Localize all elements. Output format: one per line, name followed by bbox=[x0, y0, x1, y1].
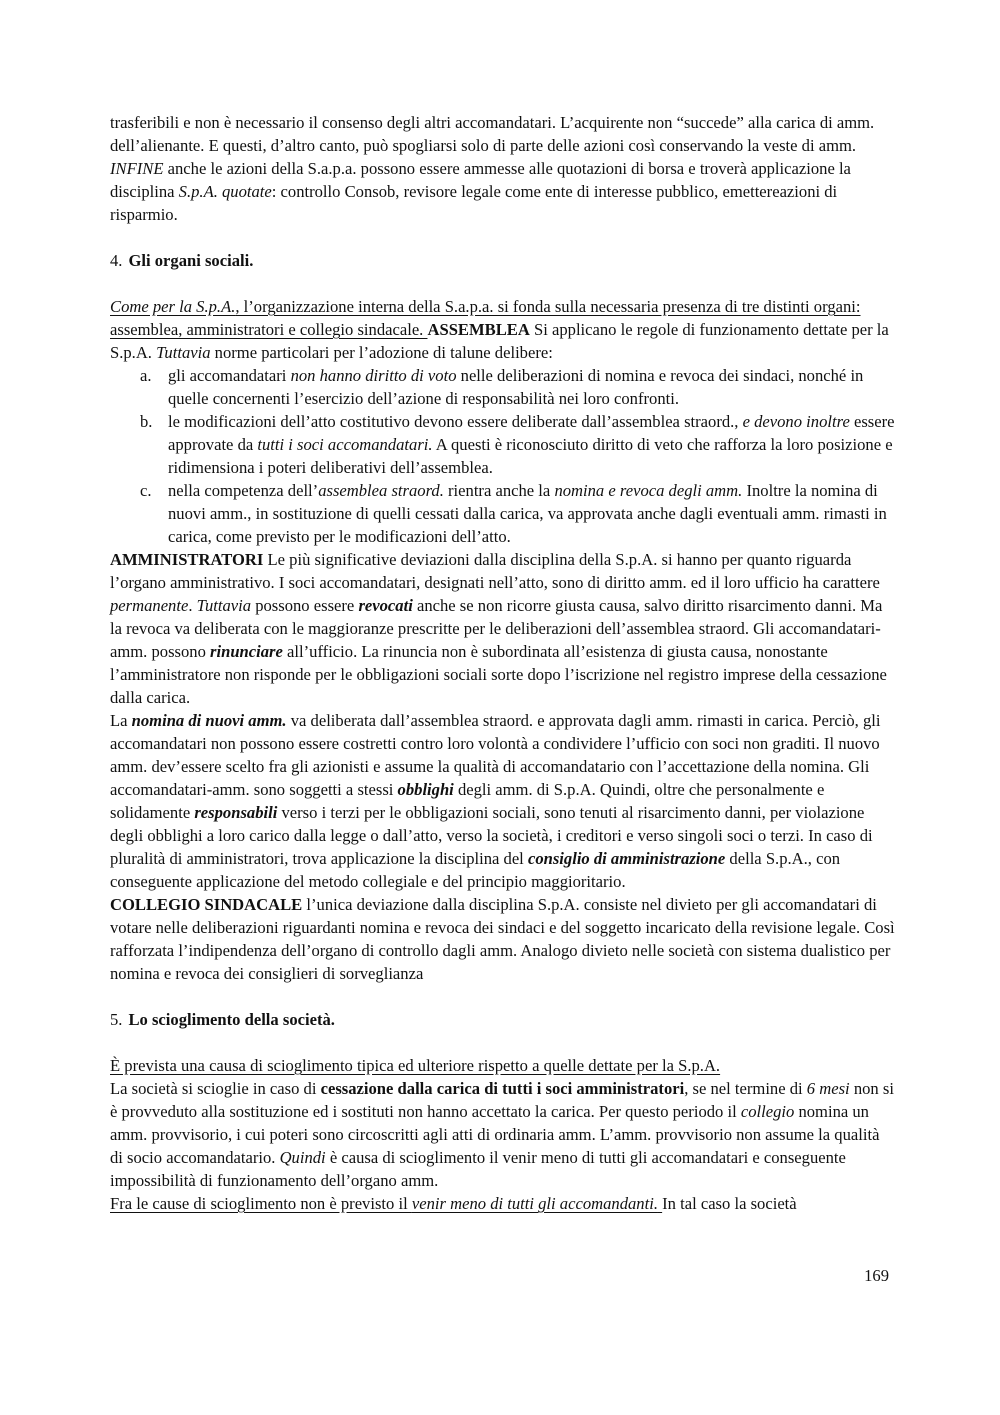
text: . bbox=[188, 596, 197, 615]
text: Inoltre la nomina di nuovi amm., in sostituzione di quelli cessati dalla carica, va approvata anche dagli eventuali amm. rimasti in carica, come previsto per le modificazioni dell’atto. bbox=[168, 481, 887, 546]
text: In tal caso la società bbox=[662, 1194, 797, 1213]
label-assemblea: ASSEMBLEA bbox=[427, 320, 530, 339]
text: trasferibili e non è necessario il consenso degli altri accomandatari. L’acquirente non “succede” alla carica di amm. dell’alienante. E questi, d’altro canto, può spogliarsi solo di parte delle azioni così conservando la veste di amm. bbox=[110, 113, 875, 155]
list-marker: c. bbox=[140, 481, 152, 500]
text: va deliberata dall’assemblea straord. e approvata dagli amm. rimasti in carica. Perciò, gli accomandatari non possono essere costretti contro loro volontà a condividere l’ufficio con soci non graditi. Il nuovo amm. dev’essere scelto fra gli azionisti e assume la qualità di accomandatario con l’accettazione della nomina. Gli accomandatari-amm. sono soggetti a stessi bbox=[110, 711, 881, 799]
text-italic: assemblea straord. bbox=[318, 481, 444, 500]
text: non si è provveduto alla sostituzione ed i sostituti non hanno accettato la carica. Per questo periodo il bbox=[110, 1079, 894, 1121]
underlined-text bbox=[110, 1194, 662, 1213]
section-number: 5. bbox=[110, 1010, 123, 1029]
document-page bbox=[110, 111, 895, 1215]
text: Le più significative deviazioni dalla disciplina della S.p.A. si hanno per quanto riguarda l’organo amministrativo. I soci accomandatari, designati nell’atto, sono di diritto amm. ed il loro ufficio ha carattere bbox=[110, 550, 880, 592]
text: La società si scioglie in caso di bbox=[110, 1079, 321, 1098]
text-italic: tutti i soci accomandatari. bbox=[257, 435, 433, 454]
text-bold-italic: revocati bbox=[358, 596, 413, 615]
underlined-text: È prevista una causa di scioglimento tipica ed ulteriore rispetto a quelle dettate per la S.p.A. bbox=[110, 1056, 721, 1075]
text-italic: 6 mesi bbox=[806, 1079, 850, 1098]
text: A questi è riconosciuto diritto di veto che rafforza la loro posizione e ridimensiona i poteri deliberativi dell’assemblea. bbox=[168, 435, 893, 477]
delibere-list bbox=[110, 364, 895, 548]
list-item bbox=[140, 364, 895, 410]
text: anche se non ricorre giusta causa, salvo diritto risarcimento danni. Ma la revoca va deliberata con le maggioranze prescritte per le deliberazioni dell’assemblea straord. Gli accomandatari-amm. possono bbox=[110, 596, 883, 661]
list-item bbox=[140, 410, 895, 479]
text: all’ufficio. La rinuncia non è subordinata all’esistenza di giusta causa, nonostante l’amministratore non risponde per le obbligazioni sociali sorte dopo l’iscrizione nel registro imprese della cessazione dalla carica. bbox=[110, 642, 887, 707]
section-number: 4. bbox=[110, 251, 123, 270]
text-italic: e devono inoltre bbox=[742, 412, 850, 431]
paragraph-amministratori bbox=[110, 548, 895, 709]
text: le modificazioni dell’atto costitutivo devono essere deliberate dall’assemblea straord., bbox=[168, 412, 743, 431]
list-marker: b. bbox=[140, 412, 153, 431]
text: rientra anche la bbox=[443, 481, 555, 500]
paragraph-scioglimento-cessazione bbox=[110, 1077, 895, 1192]
text: gli accomandatari bbox=[168, 366, 291, 385]
text: , l’organizzazione interna della S.a.p.a. si fonda sulla necessaria presenza di tre distinti organi: assemblea, amministratori e collegio sindacale. bbox=[110, 297, 861, 339]
text-italic: permanente bbox=[110, 596, 189, 615]
text-italic: Tuttavia bbox=[196, 596, 252, 615]
text: essere approvate da bbox=[168, 412, 895, 454]
section-heading-5 bbox=[110, 1008, 895, 1031]
paragraph-collegio-sindacale bbox=[110, 893, 895, 985]
text: norme particolari per l’adozione di talune delibere: bbox=[210, 343, 553, 362]
text: possono essere bbox=[251, 596, 359, 615]
text: Si applicano le regole di funzionamento dettate per la S.p.A. bbox=[110, 320, 889, 362]
text-bold: cessazione dalla carica di tutti i soci amministratori bbox=[320, 1079, 685, 1098]
section-title: Lo scioglimento della società. bbox=[128, 1010, 335, 1029]
text: Fra le cause di scioglimento non è previsto il bbox=[110, 1194, 412, 1213]
text-italic: non hanno diritto di voto bbox=[290, 366, 457, 385]
text-italic: S.p.A. quotate bbox=[178, 182, 272, 201]
text-italic: venir meno di tutti gli accomandanti. bbox=[411, 1194, 658, 1213]
text: della S.p.A., con conseguente applicazione del metodo collegiale e del principio maggioritario. bbox=[110, 849, 841, 891]
text: nomina un amm. provvisorio, i cui poteri sono circoscritti agli atti di ordinaria amm. L’amm. provvisorio non assume la qualità di socio accomandatario. bbox=[110, 1102, 880, 1167]
text: verso i terzi per le obbligazioni sociali, sono tenuti al risarcimento danni, per violazione degli obblighi a loro carico dalla legge o dall’atto, verso la società, i creditori e verso singoli soci o terzi. In caso di pluralità di amministratori, trova applicazione la disciplina del bbox=[110, 803, 873, 868]
text-bold-italic: responsabili bbox=[194, 803, 278, 822]
text: anche le azioni della S.a.p.a. possono essere ammesse alle quotazioni di borsa e troverà applicazione la disciplina bbox=[110, 159, 851, 201]
text-bold-italic: nomina di nuovi amm. bbox=[131, 711, 287, 730]
paragraph-infine bbox=[110, 157, 895, 226]
text-bold-italic: consiglio di amministrazione bbox=[527, 849, 726, 868]
section-heading-4 bbox=[110, 249, 895, 272]
text-bold-italic: obblighi bbox=[397, 780, 454, 799]
text: nella competenza dell’ bbox=[168, 481, 319, 500]
text: è causa di scioglimento il venir meno di tutti gli accomandatari e conseguente impossibilità di funzionamento dell’organo amm. bbox=[110, 1148, 846, 1190]
paragraph-nomina-nuovi-amm bbox=[110, 709, 895, 893]
text-italic: Come per la S.p.A. bbox=[110, 297, 236, 316]
text: , se nel termine di bbox=[684, 1079, 807, 1098]
section-title: Gli organi sociali. bbox=[128, 251, 254, 270]
text-italic: Tuttavia bbox=[156, 343, 211, 362]
text-italic: INFINE bbox=[110, 159, 164, 178]
text-italic: collegio bbox=[740, 1102, 795, 1121]
text-bold-italic: rinunciare bbox=[210, 642, 283, 661]
page-number: 169 bbox=[864, 1266, 889, 1285]
paragraph-assemblea bbox=[110, 295, 895, 364]
paragraph-azioni-trasferibili bbox=[110, 111, 895, 157]
paragraph-accomandanti bbox=[110, 1192, 895, 1215]
label-collegio-sindacale: COLLEGIO SINDACALE bbox=[110, 895, 303, 914]
text: l’unica deviazione dalla disciplina S.p.A. consiste nel divieto per gli accomandatari di votare nelle deliberazioni riguardanti nomina e revoca dei sindaci e del soggetto incaricato della revisione legale. Così rafforzata l’indipendenza dell’organo di controllo dagli amm. Analogo divieto nelle società con sistema dualistico per nomina e revoca dei consiglieri di sorveglianza bbox=[110, 895, 895, 983]
paragraph-causa-scioglimento bbox=[110, 1054, 895, 1077]
text-italic: Quindi bbox=[279, 1148, 326, 1167]
text: degli amm. di S.p.A. Quindi, oltre che personalmente e solidamente bbox=[110, 780, 825, 822]
text-italic: nomina e revoca degli amm. bbox=[554, 481, 743, 500]
list-item bbox=[140, 479, 895, 548]
label-amministratori: AMMINISTRATORI bbox=[110, 550, 264, 569]
text: : controllo Consob, revisore legale come ente di interesse pubblico, emettereazioni di risparmio. bbox=[110, 182, 838, 224]
text: nelle deliberazioni di nomina e revoca dei sindaci, nonché in quelle concernenti l’esercizio dell’azione di responsabilità nei loro confronti. bbox=[168, 366, 864, 408]
text: La bbox=[110, 711, 132, 730]
list-marker: a. bbox=[140, 366, 152, 385]
